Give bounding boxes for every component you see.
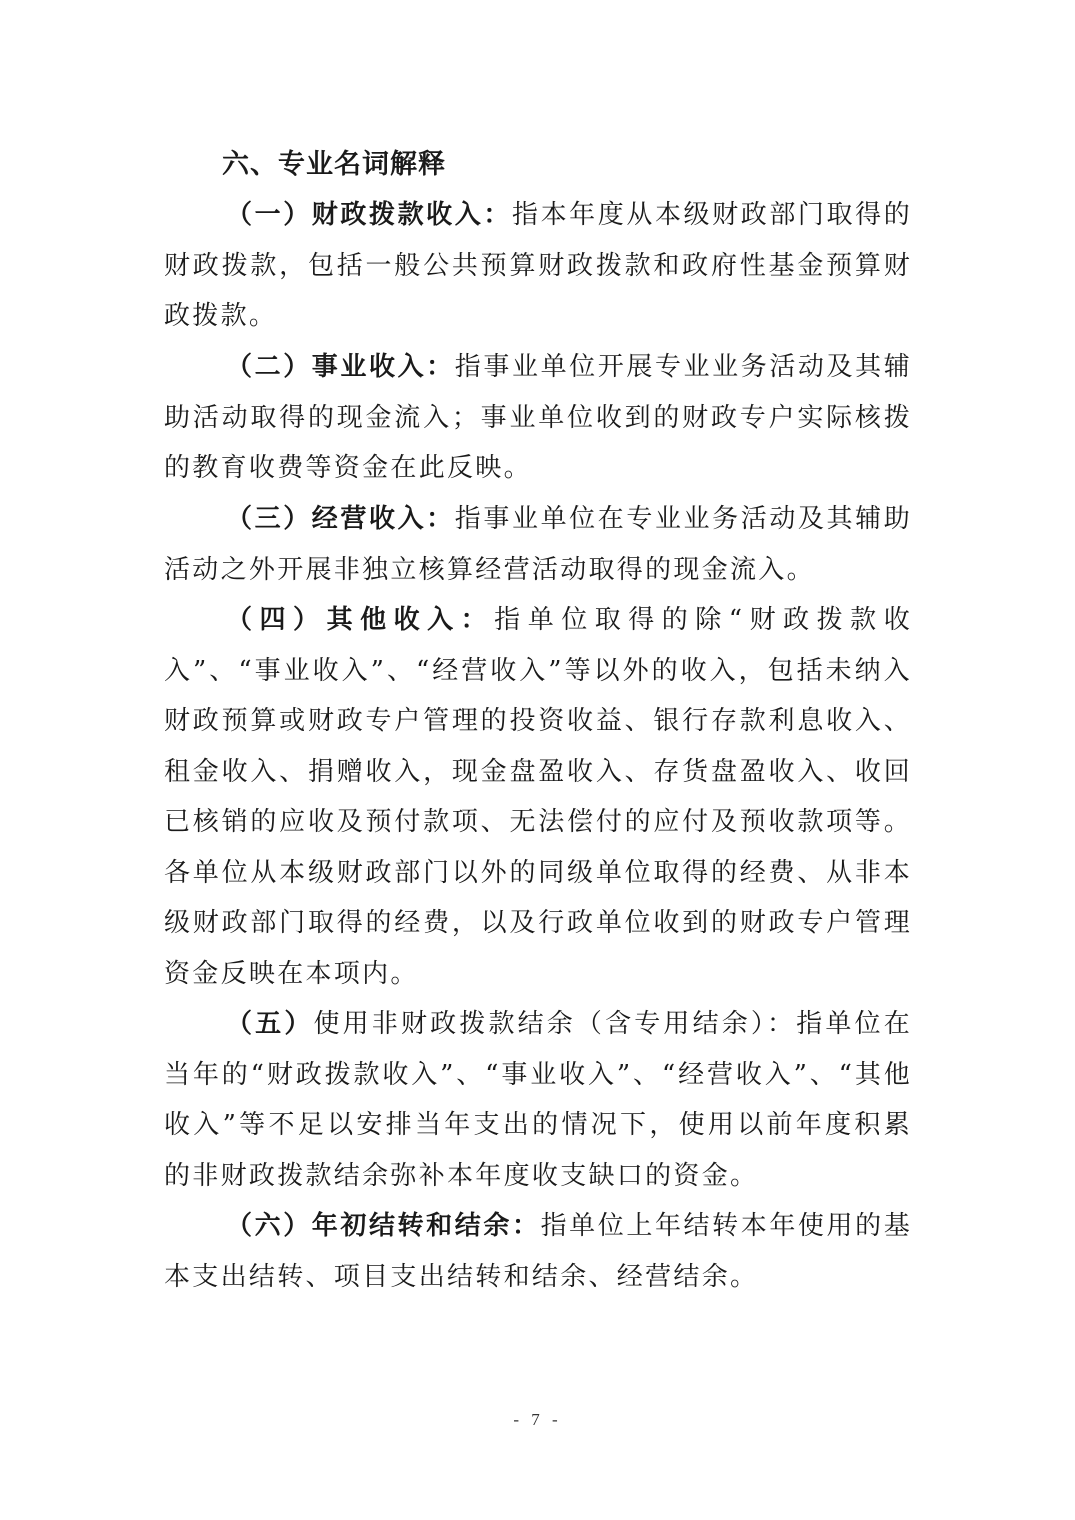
definition-other-income: [164, 595, 912, 999]
page-number: - 7 -: [513, 1410, 562, 1429]
definition-fiscal-appropriation-income: [164, 190, 912, 342]
item-marker: （四）: [226, 605, 327, 635]
item-marker: （一）: [226, 200, 312, 230]
term-definition: 指单位上年结转本年使用的基本支出结转、项目支出结转和结余、经营结余。: [164, 1211, 913, 1292]
item-marker: （六）: [226, 1211, 312, 1241]
term-definition: 指本年度从本级财政部门取得的财政拨款，包括一般公共预算财政拨款和政府性基金预算财政拨款。: [164, 200, 913, 331]
item-marker: （五）: [226, 1009, 314, 1039]
term-definition: 指单位取得的除“财政拨款收入”、“事业收入”、“经营收入”等以外的收入，包括未纳入财政预算或财政专户管理的投资收益、银行存款利息收入、租金收入、捐赠收入，现金盘盈收入、存货盘盈收入、收回已核销的应收及预付款项、无法偿付的应付及预收款项等。各单位从本级财政部门以外的同级单位取得的经费、从非本级财政部门取得的经费，以及行政单位收到的财政专户管理资金反映在本项内。: [164, 605, 912, 989]
term-label: 年初结转和结余：: [311, 1211, 541, 1241]
term-label: 使用非财政拨款结余（含专用结余）：: [313, 1009, 797, 1039]
definition-non-fiscal-surplus-usage: [164, 999, 912, 1201]
term-definition: 指单位在当年的“财政拨款收入”、“事业收入”、“经营收入”、“其他收入”等不足以安排当年支出的情况下，使用以前年度积累的非财政拨款结余弥补本年度收支缺口的资金。: [164, 1009, 912, 1191]
term-definition: 指事业单位开展专业业务活动及其辅助活动取得的现金流入；事业单位收到的财政专户实际核拨的教育收费等资金在此反映。: [164, 352, 912, 483]
term-label: 事业收入：: [311, 352, 455, 382]
term-label: 其他收入：: [326, 605, 495, 635]
term-label: 经营收入：: [311, 504, 455, 534]
document-page: [164, 140, 912, 1302]
item-marker: （二）: [226, 352, 312, 382]
term-definition: 指事业单位在专业业务活动及其辅助活动之外开展非独立核算经营活动取得的现金流入。: [164, 504, 912, 585]
section-title: 六、专业名词解释: [222, 149, 446, 180]
definition-opening-carryover-balance: [164, 1201, 912, 1302]
definition-operating-income: [164, 494, 912, 595]
item-marker: （三）: [226, 504, 312, 534]
term-label: 财政拨款收入：: [311, 200, 512, 230]
definition-business-income: [164, 342, 912, 494]
